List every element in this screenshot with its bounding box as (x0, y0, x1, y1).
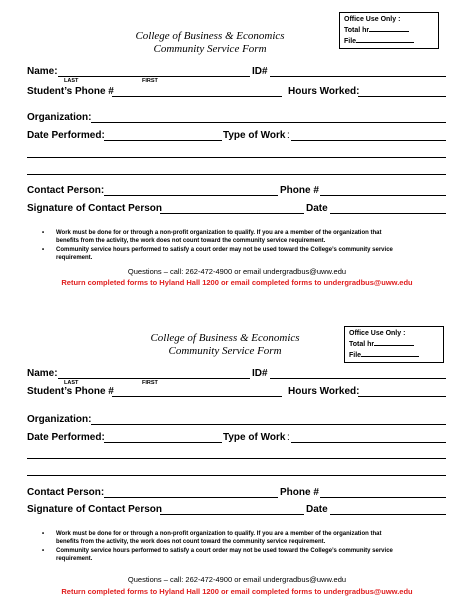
note-1-line-2: benefits from the activity, the work does not count toward the community service requirement. (56, 238, 326, 244)
signature-label: Signature of Contact Person (27, 203, 163, 214)
date-performed-label: Date Performed: (27, 130, 105, 141)
student-phone-field[interactable] (112, 396, 282, 397)
office-total-label: Total hr (344, 27, 370, 34)
office-file-field[interactable] (361, 349, 419, 357)
form-top (0, 0, 474, 300)
date-field[interactable] (330, 514, 446, 515)
signature-field[interactable] (160, 213, 304, 214)
last-sublabel: LAST (64, 380, 79, 386)
hours-worked-label: Hours Worked: (288, 86, 360, 97)
description-line-1[interactable] (27, 458, 446, 459)
title-line-1: College of Business & Economics (135, 30, 285, 42)
last-sublabel: LAST (64, 78, 79, 84)
organization-label: Organization: (27, 414, 92, 425)
office-use-title: Office Use Only : (349, 330, 406, 337)
name-field[interactable] (58, 378, 250, 379)
questions-text: Questions – call: 262-472-4900 or email undergradbus@uww.edu (127, 267, 347, 276)
type-of-work-field[interactable] (291, 140, 446, 141)
description-line-2[interactable] (27, 475, 446, 476)
signature-field[interactable] (160, 514, 304, 515)
bullet-2: • (42, 548, 45, 554)
student-phone-field[interactable] (112, 96, 282, 97)
office-total-field[interactable] (369, 24, 409, 32)
form-title (110, 30, 310, 56)
name-label: Name: (27, 66, 58, 77)
description-line-2[interactable] (27, 174, 446, 175)
contact-person-label: Contact Person: (27, 487, 105, 498)
title-line-2: Community Service Form (168, 345, 282, 357)
return-instructions: Return completed forms to Hyland Hall 1200 or email completed forms to undergradbus@uww.edu (61, 587, 413, 596)
bullet-1: • (42, 230, 45, 236)
first-sublabel: FIRST (142, 380, 158, 386)
office-file-field[interactable] (356, 35, 414, 43)
office-total-label: Total hr (349, 341, 375, 348)
contact-phone-label: Phone # (280, 185, 319, 196)
office-use-title: Office Use Only : (344, 16, 401, 23)
note-2-line-2: requirement. (56, 255, 93, 261)
hours-worked-field[interactable] (358, 96, 446, 97)
type-of-work-label: Type of Work (223, 432, 286, 443)
type-of-work-colon: : (287, 130, 290, 141)
id-label: ID# (252, 66, 268, 77)
signature-label: Signature of Contact Person (27, 504, 163, 515)
name-field[interactable] (58, 76, 250, 77)
office-file-label: File (349, 352, 362, 359)
organization-label: Organization: (27, 112, 92, 123)
organization-field[interactable] (91, 122, 446, 123)
contact-person-field[interactable] (104, 195, 278, 196)
form-title (125, 332, 325, 358)
office-use-box (339, 12, 439, 49)
note-2-line-1: Community service hours performed to satisfy a court order may not be used toward the College’s community service (56, 548, 393, 554)
first-sublabel: FIRST (142, 78, 158, 84)
contact-person-label: Contact Person: (27, 185, 105, 196)
contact-person-field[interactable] (104, 497, 278, 498)
note-1-line-1: Work must be done for or through a non-profit organization to qualify. If you are a member of the organization that (56, 531, 382, 537)
id-label: ID# (252, 368, 268, 379)
notes-list (42, 229, 462, 263)
date-label: Date (306, 203, 328, 214)
note-1-line-2: benefits from the activity, the work does not count toward the community service requirement. (56, 539, 326, 545)
note-2-line-2: requirement. (56, 556, 93, 562)
name-label: Name: (27, 368, 58, 379)
hours-worked-label: Hours Worked: (288, 386, 360, 397)
office-total-field[interactable] (374, 338, 414, 346)
bullet-2: • (42, 247, 45, 253)
type-of-work-colon: : (287, 432, 290, 443)
office-use-box (344, 326, 444, 363)
notes-list (42, 530, 462, 564)
date-label: Date (306, 504, 328, 515)
contact-phone-field[interactable] (320, 195, 446, 196)
title-line-1: College of Business & Economics (150, 332, 300, 344)
id-field[interactable] (270, 76, 446, 77)
contact-phone-label: Phone # (280, 487, 319, 498)
note-2-line-1: Community service hours performed to satisfy a court order may not be used toward the College’s community service (56, 247, 393, 253)
student-phone-label: Student’s Phone # (27, 86, 114, 97)
title-line-2: Community Service Form (153, 43, 267, 55)
date-performed-field[interactable] (104, 442, 222, 443)
date-performed-field[interactable] (104, 140, 222, 141)
return-instructions: Return completed forms to Hyland Hall 1200 or email completed forms to undergradbus@uww.edu (61, 278, 413, 287)
questions-text: Questions – call: 262-472-4900 or email undergradbus@uww.edu (127, 575, 347, 584)
date-field[interactable] (330, 213, 446, 214)
date-performed-label: Date Performed: (27, 432, 105, 443)
office-file-label: File (344, 38, 357, 45)
hours-worked-field[interactable] (358, 396, 446, 397)
id-field[interactable] (270, 378, 446, 379)
type-of-work-field[interactable] (291, 442, 446, 443)
bullet-1: • (42, 531, 45, 537)
contact-phone-field[interactable] (320, 497, 446, 498)
student-phone-label: Student’s Phone # (27, 386, 114, 397)
form-bottom (0, 306, 474, 606)
note-1-line-1: Work must be done for or through a non-profit organization to qualify. If you are a member of the organization that (56, 230, 382, 236)
description-line-1[interactable] (27, 157, 446, 158)
organization-field[interactable] (91, 424, 446, 425)
type-of-work-label: Type of Work (223, 130, 286, 141)
